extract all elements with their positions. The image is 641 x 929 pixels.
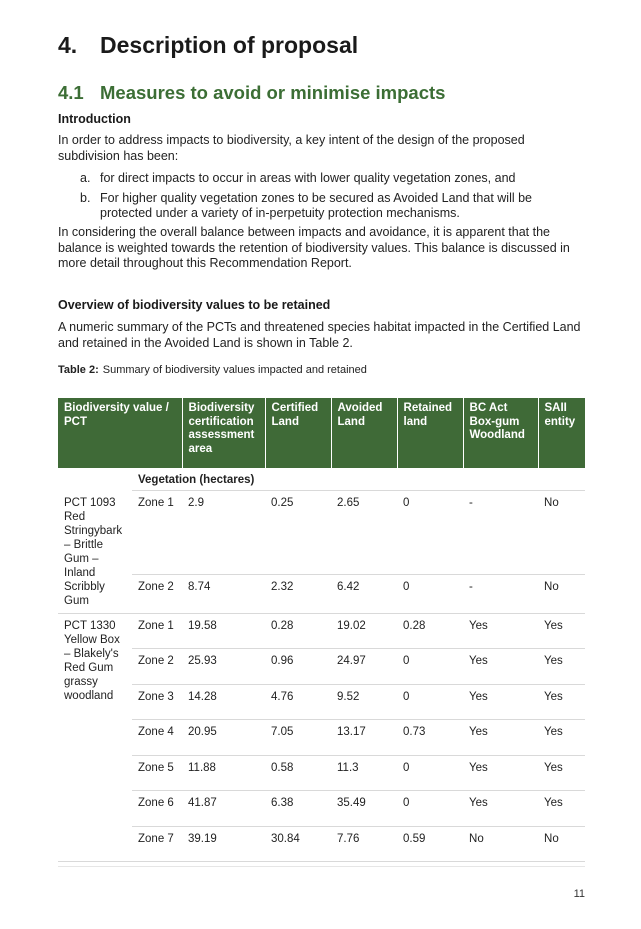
cell-bc: No: [463, 826, 538, 862]
cell-avoided: 35.49: [331, 791, 397, 827]
cell-bc: Yes: [463, 755, 538, 791]
cell-zone: Zone 1: [132, 491, 182, 575]
page-number: 11: [573, 888, 585, 900]
cell-certified: 0.58: [265, 755, 331, 791]
cell-zone: Zone 2: [132, 575, 182, 613]
list-item-text: for direct impacts to occur in areas with lower quality vegetation zones, and: [100, 171, 516, 185]
cell-saii: Yes: [538, 791, 585, 827]
cell-bc: Yes: [463, 613, 538, 649]
cell-certified: 0.96: [265, 649, 331, 685]
cell-zone: Zone 5: [132, 755, 182, 791]
cell-saii: Yes: [538, 613, 585, 649]
cell-bc: -: [463, 575, 538, 613]
cell-zone: Zone 1: [132, 613, 182, 649]
table-row: [58, 826, 585, 862]
list-item: [58, 171, 585, 187]
cell-area: 19.58: [182, 613, 265, 649]
cell-bc: Yes: [463, 791, 538, 827]
cell-retained: 0: [397, 649, 463, 685]
list-item: [58, 191, 585, 222]
table-row: [58, 755, 585, 791]
table-row: [58, 720, 585, 756]
table-caption: [58, 364, 367, 376]
cell-certified: 0.28: [265, 613, 331, 649]
cell-area: 14.28: [182, 684, 265, 720]
cell-retained: 0: [397, 491, 463, 575]
cell-retained: 0.28: [397, 613, 463, 649]
cell-certified: 6.38: [265, 791, 331, 827]
table-row: [58, 575, 585, 613]
subsection-number: 4.1: [58, 82, 84, 103]
cell-area: 25.93: [182, 649, 265, 685]
cell-area: 41.87: [182, 791, 265, 827]
cell-certified: 7.05: [265, 720, 331, 756]
table-row: [58, 684, 585, 720]
pct-cell: PCT 1330 Yellow Box – Blakely's Red Gum grassy woodland: [58, 613, 132, 862]
cell-area: 11.88: [182, 755, 265, 791]
column-header: Biodiversity value / PCT: [58, 398, 182, 468]
cell-zone: Zone 3: [132, 684, 182, 720]
cell-area: 8.74: [182, 575, 265, 613]
table-row: [58, 649, 585, 685]
cell-certified: 2.32: [265, 575, 331, 613]
cell-bc: Yes: [463, 684, 538, 720]
cell-bc: Yes: [463, 649, 538, 685]
cell-zone: Zone 2: [132, 649, 182, 685]
footer-divider: [58, 866, 585, 867]
cell-retained: 0: [397, 791, 463, 827]
cell-zone: Zone 6: [132, 791, 182, 827]
table-subheader-row: [58, 468, 585, 491]
cell-avoided: 13.17: [331, 720, 397, 756]
cell-bc: Yes: [463, 720, 538, 756]
cell-avoided: 6.42: [331, 575, 397, 613]
cell-avoided: 7.76: [331, 826, 397, 862]
cell-retained: 0: [397, 755, 463, 791]
table-row: [58, 791, 585, 827]
table-row: [58, 613, 585, 649]
cell-avoided: 19.02: [331, 613, 397, 649]
intent-list: [58, 171, 585, 226]
table-caption-text: Summary of biodiversity values impacted and retained: [102, 364, 367, 376]
cell-saii: No: [538, 491, 585, 575]
cell-certified: 0.25: [265, 491, 331, 575]
overview-paragraph: A numeric summary of the PCTs and threatened species habitat impacted in the Certified Land and retained in the Avoided Land is shown in Table 2.: [58, 320, 581, 350]
cell-avoided: 9.52: [331, 684, 397, 720]
cell-avoided: 24.97: [331, 649, 397, 685]
cell-saii: Yes: [538, 755, 585, 791]
cell-saii: No: [538, 826, 585, 862]
cell-saii: Yes: [538, 684, 585, 720]
section-number: 4.: [58, 32, 78, 58]
cell-saii: No: [538, 575, 585, 613]
cell-zone: Zone 7: [132, 826, 182, 862]
biodiversity-summary-table: [58, 398, 585, 862]
subsection-title: Measures to avoid or minimise impacts: [100, 82, 446, 103]
cell-zone: Zone 4: [132, 720, 182, 756]
cell-retained: 0.73: [397, 720, 463, 756]
cell-saii: Yes: [538, 649, 585, 685]
balance-paragraph: In considering the overall balance between impacts and avoidance, it is apparent that the balance is weighted towards the retention of biodiversity values. This balance is discussed in more detail throughout this Recommendation Report.: [58, 225, 570, 270]
list-marker: b.: [80, 190, 91, 205]
cell-area: 2.9: [182, 491, 265, 575]
cell-area: 39.19: [182, 826, 265, 862]
introduction-heading: Introduction: [58, 112, 131, 126]
pct-cell: PCT 1093 Red Stringybark – Brittle Gum – Inland Scribbly Gum: [58, 491, 132, 614]
cell-area: 20.95: [182, 720, 265, 756]
column-header: SAII entity: [538, 398, 585, 468]
cell-avoided: 2.65: [331, 491, 397, 575]
cell-certified: 30.84: [265, 826, 331, 862]
cell-certified: 4.76: [265, 684, 331, 720]
overview-heading: Overview of biodiversity values to be retained: [58, 298, 331, 312]
introduction-paragraph: In order to address impacts to biodiversity, a key intent of the design of the proposed subdivision has been:: [58, 133, 525, 163]
column-header: BC Act Box-gum Woodland: [463, 398, 538, 468]
column-header: Certified Land: [265, 398, 331, 468]
section-heading: [58, 32, 358, 59]
column-header: Retained land: [397, 398, 463, 468]
cell-avoided: 11.3: [331, 755, 397, 791]
cell-retained: 0: [397, 684, 463, 720]
table-header-row: [58, 398, 585, 468]
cell-saii: Yes: [538, 720, 585, 756]
cell-retained: 0.59: [397, 826, 463, 862]
table-subheader: Vegetation (hectares): [132, 468, 585, 491]
cell-retained: 0: [397, 575, 463, 613]
list-item-text: For higher quality vegetation zones to be secured as Avoided Land that will be protected under a variety of in-perpetuity protection mechanisms.: [100, 190, 532, 220]
table-row: [58, 491, 585, 575]
section-title: Description of proposal: [100, 32, 359, 58]
cell-bc: -: [463, 491, 538, 575]
subsection-heading: [58, 82, 445, 104]
list-marker: a.: [80, 171, 91, 185]
column-header: Avoided Land: [331, 398, 397, 468]
table-caption-label: Table 2:: [58, 364, 99, 376]
column-header: Biodiversity certification assessment area: [182, 398, 265, 468]
